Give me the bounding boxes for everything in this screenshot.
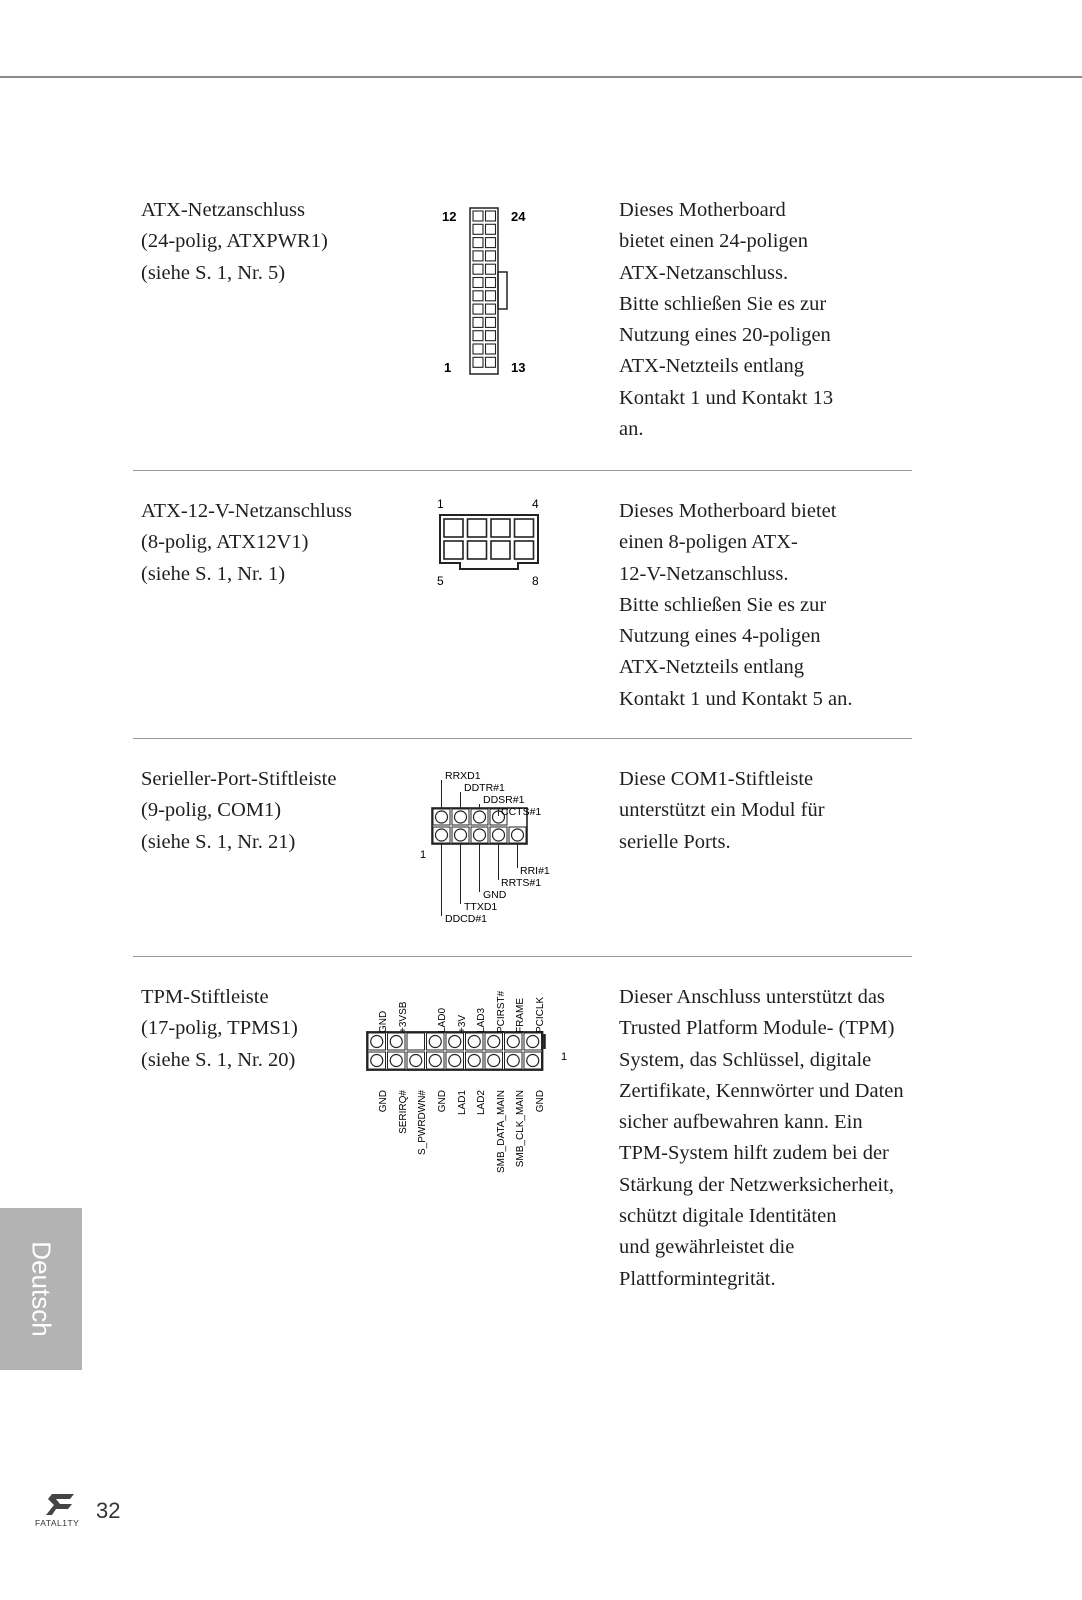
pin-circle <box>455 811 467 823</box>
desc-line: Zertifikate, Kennwörter und Daten <box>619 1079 904 1102</box>
pin-label: GND <box>535 1090 546 1113</box>
desc-line: Dieses Motherboard bietet <box>619 500 837 522</box>
pin-circle <box>390 1036 402 1048</box>
pin-circle <box>371 1055 383 1067</box>
desc-line: unterstützt ein Modul für <box>619 799 825 822</box>
desc-line: Bitte schließen Sie es zur <box>619 593 827 616</box>
pin-circle <box>468 1055 480 1067</box>
section-divider <box>133 738 912 739</box>
desc-line: einen 8-poligen ATX- <box>619 531 798 554</box>
pin-circle <box>436 811 448 823</box>
title-line: (24-polig, ATXPWR1) <box>141 230 328 253</box>
pin-cell <box>473 224 483 234</box>
pin-cell <box>486 211 496 221</box>
pin-cell <box>486 224 496 234</box>
pin-cell <box>486 357 496 367</box>
pin-cell <box>473 331 483 341</box>
pin-label: FRAME <box>515 998 526 1033</box>
pin-circle <box>468 1036 480 1048</box>
top-rule <box>0 76 1082 78</box>
pin-circle <box>488 1055 500 1067</box>
desc-line: Dieser Anschluss unterstützt das <box>619 986 885 1008</box>
desc-line: serielle Ports. <box>619 830 731 853</box>
pin-label: 1 <box>437 497 444 511</box>
fatal1ty-logo-mark <box>34 1492 90 1532</box>
pin-cell <box>473 251 483 261</box>
logo-wordmark: FATAL1TY <box>35 1518 80 1528</box>
pin-cell <box>444 519 463 537</box>
pin-circle <box>507 1055 519 1067</box>
pin-label: PCICLK <box>535 996 546 1033</box>
title-line: (siehe S. 1, Nr. 21) <box>141 830 296 853</box>
desc-line: Nutzung eines 4-poligen <box>619 625 821 648</box>
tpm-title <box>141 982 298 1076</box>
pin-label: LAD1 <box>457 1090 468 1116</box>
language-side-tab <box>0 1208 82 1370</box>
pin-circle <box>390 1055 402 1067</box>
atx-power-title <box>141 195 328 289</box>
desc-line: Nutzung eines 20-poligen <box>619 324 831 347</box>
pin-label: GND <box>437 1090 448 1113</box>
desc-line: schützt digitale Identitäten <box>619 1205 837 1228</box>
pin-cell <box>468 541 487 559</box>
pin-label: DDTR#1 <box>464 782 505 794</box>
desc-line: 12-V-Netzanschluss. <box>619 562 789 585</box>
pin-cell <box>473 211 483 221</box>
pin-circle <box>493 829 505 841</box>
pin-cell <box>491 519 510 537</box>
title-line: ATX-12-V-Netzanschluss <box>141 500 353 522</box>
tpm-description <box>619 982 919 1295</box>
title-line: Serieller-Port-Stiftleiste <box>141 768 337 790</box>
pin-label: TTXD1 <box>464 901 498 913</box>
pin-label: 12 <box>442 209 457 224</box>
section-divider <box>133 956 912 957</box>
pin-label: RRI#1 <box>520 865 550 877</box>
pin-label: 1 <box>444 360 452 375</box>
pin-cell <box>491 541 510 559</box>
pin-label: 13 <box>511 360 526 375</box>
side-tab-label: Deutsch <box>26 1241 57 1337</box>
atx-power-description <box>619 195 919 445</box>
pin-circle <box>449 1055 461 1067</box>
pin-circle <box>474 829 486 841</box>
pin-cell <box>486 251 496 261</box>
pin-label: 24 <box>511 209 526 224</box>
title-line: (siehe S. 1, Nr. 20) <box>141 1048 296 1071</box>
atx12v-title <box>141 496 352 590</box>
pin-circle <box>410 1055 422 1067</box>
desc-line: ATX-Netzanschluss. <box>619 261 789 284</box>
title-line: (8-polig, ATX12V1) <box>141 531 309 554</box>
pin-circle <box>527 1036 539 1048</box>
atx12v-8pin-connector-diagram <box>430 495 550 590</box>
pin-cell <box>486 264 496 274</box>
pin-circle <box>455 829 467 841</box>
page-number: 32 <box>96 1498 121 1523</box>
pin-cell <box>473 291 483 301</box>
pin-circle <box>507 1036 519 1048</box>
pin-circle <box>371 1036 383 1048</box>
desc-line: TPM-System hilft zudem bei der <box>619 1142 889 1165</box>
desc-line: Dieses Motherboard <box>619 199 786 221</box>
title-line: (siehe S. 1, Nr. 1) <box>141 562 286 585</box>
pin-label: GND <box>378 1090 389 1113</box>
header-outline <box>367 1032 543 1070</box>
pin-cell <box>515 519 534 537</box>
pin-one-label: 1 <box>420 849 427 861</box>
desc-line: an. <box>619 418 644 441</box>
pin-cell <box>473 317 483 327</box>
pin-circle <box>488 1036 500 1048</box>
com-port-description <box>619 764 919 858</box>
title-line: TPM-Stiftleiste <box>141 986 269 1008</box>
pin-label: DDCD#1 <box>445 913 488 925</box>
title-line: (17-polig, TPMS1) <box>141 1017 298 1040</box>
tpm-header-diagram <box>365 985 580 1210</box>
pin-label: GND <box>483 889 507 901</box>
desc-line: Bitte schließen Sie es zur <box>619 292 827 315</box>
desc-line: sicher aufbewahren kann. Ein <box>619 1111 863 1134</box>
pin-label: RRXD1 <box>445 770 481 782</box>
pin-label: 5 <box>437 574 444 588</box>
pin-label: 8 <box>532 574 539 588</box>
pin-cell <box>473 357 483 367</box>
pin-cell <box>473 344 483 354</box>
title-line: (siehe S. 1, Nr. 5) <box>141 261 286 284</box>
pin-label: SMB_DATA_MAIN <box>496 1090 507 1173</box>
pin-cell <box>486 317 496 327</box>
pin-cell <box>486 238 496 248</box>
desc-line: System, das Schlüssel, digitale <box>619 1048 872 1071</box>
pin-label: 4 <box>532 497 539 511</box>
fatal1ty-logo <box>34 1492 90 1532</box>
pin-label: PCIRST# <box>496 990 507 1033</box>
pin-cell <box>468 519 487 537</box>
pin-cell <box>515 541 534 559</box>
pin-cell <box>486 278 496 288</box>
pin-circle <box>527 1055 539 1067</box>
com-port-title <box>141 764 336 858</box>
section-divider <box>133 470 912 471</box>
pin-circle <box>429 1036 441 1048</box>
pin-label: RRTS#1 <box>501 877 542 889</box>
pin-label: LAD3 <box>476 1007 487 1033</box>
pin-label: CCTS#1 <box>501 806 542 818</box>
desc-line: Kontakt 1 und Kontakt 5 an. <box>619 687 853 710</box>
pin-circle <box>449 1036 461 1048</box>
pin-label: DDSR#1 <box>483 794 525 806</box>
pin-label: S_PWRDWN# <box>417 1090 428 1156</box>
pin-cell <box>486 304 496 314</box>
title-line: ATX-Netzanschluss <box>141 199 305 221</box>
desc-line: Trusted Platform Module- (TPM) <box>619 1017 895 1040</box>
pin-one-label: 1 <box>561 1051 568 1063</box>
pin-cell <box>473 238 483 248</box>
pin-cell <box>486 331 496 341</box>
desc-line: ATX-Netzteils entlang <box>619 355 805 378</box>
atx12v-description <box>619 496 919 715</box>
pin-circle <box>474 811 486 823</box>
pin-circle <box>512 829 524 841</box>
pin-cell <box>444 541 463 559</box>
pin-circle <box>429 1055 441 1067</box>
atx-24pin-connector-diagram <box>430 200 540 385</box>
pin-cell <box>473 264 483 274</box>
pin-label: LAD0 <box>437 1007 448 1033</box>
pin-cell <box>486 291 496 301</box>
pin-label: LAD2 <box>476 1090 487 1116</box>
pin-cell <box>473 278 483 288</box>
pin-cell <box>407 1033 425 1050</box>
pin-cell <box>473 304 483 314</box>
desc-line: Kontakt 1 und Kontakt 13 <box>619 386 834 409</box>
pin-label: SMB_CLK_MAIN <box>515 1090 526 1168</box>
title-line: (9-polig, COM1) <box>141 799 282 822</box>
desc-line: Plattformintegrität. <box>619 1267 776 1290</box>
pin-circle <box>436 829 448 841</box>
pin-label: +3VSB <box>398 1001 409 1033</box>
pin-label: +3V <box>457 1014 468 1033</box>
pin-label: GND <box>378 1010 389 1033</box>
desc-line: Diese COM1-Stiftleiste <box>619 768 814 790</box>
desc-line: und gewährleistet die <box>619 1236 795 1259</box>
com1-header-diagram <box>420 768 580 928</box>
desc-line: Stärkung der Netzwerksicherheit, <box>619 1173 894 1196</box>
desc-line: ATX-Netzteils entlang <box>619 656 805 679</box>
desc-line: bietet einen 24-poligen <box>619 230 808 253</box>
pin-label: SERIRQ# <box>398 1090 409 1134</box>
pin-cell <box>486 344 496 354</box>
